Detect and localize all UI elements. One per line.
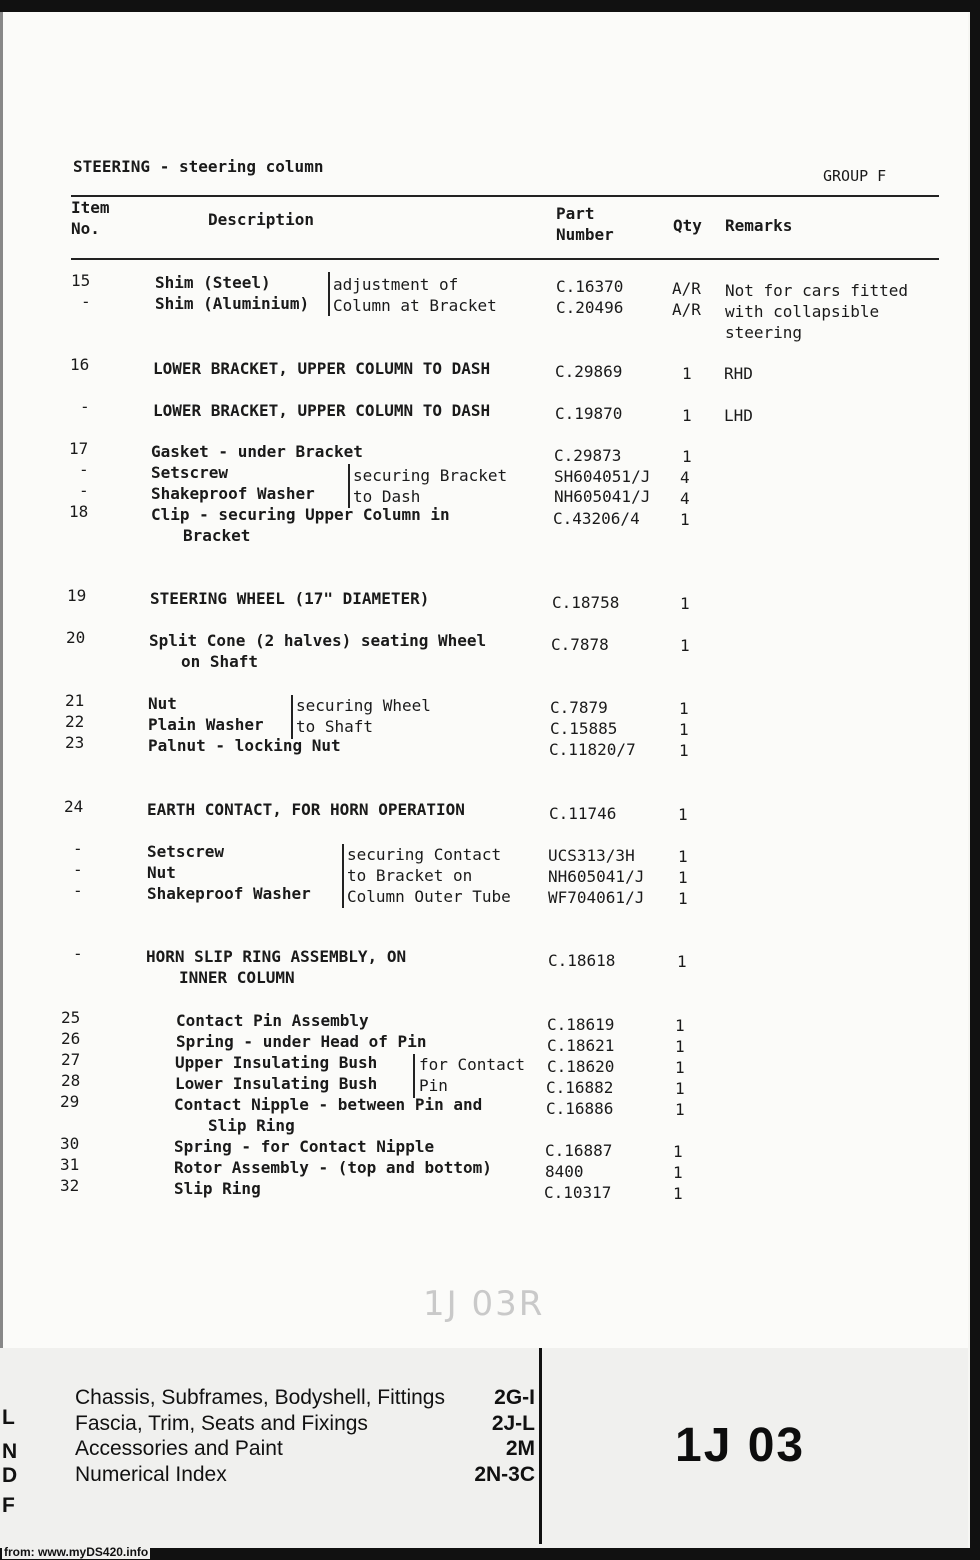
column-header-qty: Qty bbox=[673, 216, 702, 235]
row-description: INNER COLUMN bbox=[179, 968, 295, 987]
row-description: Palnut - locking Nut bbox=[148, 736, 341, 755]
row-item: - bbox=[80, 397, 90, 416]
row-item: 25 bbox=[61, 1008, 81, 1027]
row-qty: 1 bbox=[678, 868, 688, 887]
row-part-number: C.19870 bbox=[555, 404, 623, 423]
row-qty: 1 bbox=[675, 1037, 685, 1056]
row-description: Clip - securing Upper Column in bbox=[151, 505, 450, 524]
row-qty: 1 bbox=[679, 699, 689, 718]
index-label: Accessories and Paint bbox=[75, 1437, 283, 1460]
row-item: 20 bbox=[66, 628, 86, 647]
bracket-line bbox=[291, 695, 293, 739]
margin-letter: N bbox=[2, 1440, 18, 1463]
row-item: 26 bbox=[61, 1029, 81, 1048]
row-note: Column at Bracket bbox=[333, 296, 497, 315]
row-qty: 1 bbox=[673, 1142, 683, 1161]
row-note: to Bracket on bbox=[347, 866, 473, 885]
row-remarks: Not for cars fitted bbox=[725, 281, 909, 300]
row-description: Nut bbox=[148, 694, 177, 713]
row-note: securing Contact bbox=[347, 845, 502, 864]
row-qty: 1 bbox=[680, 594, 690, 613]
row-part-number: C.20496 bbox=[556, 298, 624, 317]
row-description: Upper Insulating Bush bbox=[175, 1053, 378, 1072]
row-part-number: WF704061/J bbox=[548, 888, 645, 907]
row-note: for Contact bbox=[419, 1055, 525, 1074]
margin-letter: L bbox=[2, 1406, 15, 1429]
row-qty: 1 bbox=[679, 720, 689, 739]
row-part-number: C.18620 bbox=[547, 1057, 615, 1076]
row-part-number: C.16370 bbox=[556, 277, 624, 296]
row-description: Plain Washer bbox=[148, 715, 264, 734]
row-item: 15 bbox=[71, 271, 91, 290]
row-part-number: C.16886 bbox=[546, 1099, 614, 1118]
top-border bbox=[0, 0, 980, 12]
row-qty: 1 bbox=[675, 1100, 685, 1119]
row-description: Slip Ring bbox=[208, 1116, 295, 1135]
group-label: GROUP F bbox=[823, 167, 887, 185]
row-item: - bbox=[79, 481, 89, 500]
row-item: 30 bbox=[60, 1134, 80, 1153]
row-item: - bbox=[73, 860, 83, 879]
row-part-number: NH605041/J bbox=[554, 487, 651, 506]
row-description: Rotor Assembly - (top and bottom) bbox=[174, 1158, 492, 1177]
header-rule-bottom bbox=[71, 258, 939, 260]
column-header-item: Item No. bbox=[71, 198, 110, 238]
row-part-number: C.18619 bbox=[547, 1015, 615, 1034]
row-note: Pin bbox=[419, 1076, 448, 1095]
index-label: Numerical Index bbox=[75, 1463, 227, 1486]
row-item: 16 bbox=[70, 355, 90, 374]
row-description: EARTH CONTACT, FOR HORN OPERATION bbox=[147, 800, 465, 819]
row-item: 29 bbox=[60, 1092, 80, 1111]
row-note: Column Outer Tube bbox=[347, 887, 511, 906]
column-header-description: Description bbox=[208, 210, 314, 229]
footer-divider bbox=[539, 1348, 542, 1544]
row-qty: A/R bbox=[672, 279, 701, 298]
row-part-number: C.11746 bbox=[549, 804, 617, 823]
index-label: Fascia, Trim, Seats and Fixings bbox=[75, 1412, 368, 1435]
row-description: Contact Nipple - between Pin and bbox=[174, 1095, 483, 1114]
row-note: to Dash bbox=[353, 487, 421, 506]
row-qty: A/R bbox=[672, 300, 701, 319]
row-qty: 1 bbox=[682, 447, 692, 466]
row-part-number: C.29869 bbox=[555, 362, 623, 381]
row-part-number: SH604051/J bbox=[554, 467, 651, 486]
row-description: Lower Insulating Bush bbox=[175, 1074, 378, 1093]
row-note: adjustment of bbox=[333, 275, 459, 294]
row-part-number: 8400 bbox=[545, 1162, 584, 1181]
row-qty: 1 bbox=[678, 805, 688, 824]
row-description: Setscrew bbox=[151, 463, 229, 482]
row-description: LOWER BRACKET, UPPER COLUMN TO DASH bbox=[153, 401, 491, 420]
row-qty: 1 bbox=[680, 510, 690, 529]
row-remarks: LHD bbox=[724, 406, 753, 425]
row-qty: 1 bbox=[677, 952, 687, 971]
index-code: 2G-I bbox=[494, 1386, 535, 1409]
row-remarks: RHD bbox=[724, 364, 753, 383]
row-part-number: C.11820/7 bbox=[549, 740, 636, 759]
row-item: - bbox=[73, 881, 83, 900]
margin-letter: D bbox=[2, 1464, 18, 1487]
row-part-number: C.18621 bbox=[547, 1036, 615, 1055]
bracket-line bbox=[348, 464, 350, 508]
row-note: to Shaft bbox=[296, 717, 374, 736]
row-part-number: UCS313/3H bbox=[548, 846, 635, 865]
row-description: Shim (Steel) bbox=[155, 273, 271, 292]
row-description: LOWER BRACKET, UPPER COLUMN TO DASH bbox=[153, 359, 491, 378]
row-part-number: C.7879 bbox=[550, 698, 608, 717]
index-code: 2J-L bbox=[491, 1412, 535, 1435]
row-item: 22 bbox=[65, 712, 85, 731]
row-part-number: C.15885 bbox=[550, 719, 618, 738]
row-qty: 1 bbox=[678, 847, 688, 866]
row-item: 24 bbox=[64, 797, 84, 816]
margin-letter: F bbox=[2, 1494, 15, 1517]
row-description: STEERING WHEEL (17" DIAMETER) bbox=[150, 589, 430, 608]
row-description: on Shaft bbox=[181, 652, 259, 671]
row-remarks: with collapsible bbox=[725, 302, 880, 321]
row-part-number: C.18758 bbox=[552, 593, 620, 612]
row-description: Shakeproof Washer bbox=[147, 884, 311, 903]
row-item: - bbox=[73, 839, 83, 858]
row-qty: 1 bbox=[680, 636, 690, 655]
header-rule-top bbox=[71, 195, 939, 197]
row-part-number: C.16882 bbox=[546, 1078, 614, 1097]
row-part-number: C.43206/4 bbox=[553, 509, 640, 528]
row-description: Gasket - under Bracket bbox=[151, 442, 363, 461]
row-description: Shakeproof Washer bbox=[151, 484, 315, 503]
row-description: Contact Pin Assembly bbox=[176, 1011, 369, 1030]
row-description: Nut bbox=[147, 863, 176, 882]
row-part-number: C.10317 bbox=[544, 1183, 612, 1202]
row-item: - bbox=[73, 944, 83, 963]
row-item: 17 bbox=[69, 439, 89, 458]
row-part-number: C.16887 bbox=[545, 1141, 613, 1160]
row-item: 28 bbox=[61, 1071, 81, 1090]
index-code: 2N-3C bbox=[474, 1463, 535, 1486]
row-part-number: NH605041/J bbox=[548, 867, 645, 886]
row-qty: 1 bbox=[673, 1184, 683, 1203]
row-description: Split Cone (2 halves) seating Wheel bbox=[149, 631, 487, 650]
row-item: 21 bbox=[65, 691, 85, 710]
index-label: Chassis, Subframes, Bodyshell, Fittings bbox=[75, 1386, 445, 1409]
row-item: 23 bbox=[65, 733, 85, 752]
row-qty: 1 bbox=[675, 1016, 685, 1035]
row-description: Bracket bbox=[183, 526, 251, 545]
source-credit: from: www.myDS420.info bbox=[4, 1545, 149, 1559]
page-title: STEERING - steering column bbox=[73, 157, 324, 176]
row-item: - bbox=[81, 292, 91, 311]
column-header-part-number: Part Number bbox=[556, 204, 614, 244]
right-border bbox=[970, 0, 980, 1560]
row-part-number: C.18618 bbox=[548, 951, 616, 970]
handwritten-stamp: 1J 03R bbox=[423, 1284, 545, 1324]
row-qty: 4 bbox=[680, 468, 690, 487]
bracket-line bbox=[342, 844, 344, 908]
row-qty: 1 bbox=[679, 741, 689, 760]
row-qty: 1 bbox=[678, 889, 688, 908]
fiche-index-footer bbox=[0, 1348, 968, 1548]
row-item: 32 bbox=[60, 1176, 80, 1195]
index-code: 2M bbox=[505, 1437, 535, 1460]
bracket-line bbox=[413, 1054, 415, 1098]
row-description: HORN SLIP RING ASSEMBLY, ON bbox=[146, 947, 407, 966]
row-item: - bbox=[79, 460, 89, 479]
row-part-number: C.7878 bbox=[551, 635, 609, 654]
row-item: 27 bbox=[61, 1050, 81, 1069]
row-note: securing Bracket bbox=[353, 466, 508, 485]
row-remarks: steering bbox=[725, 323, 803, 342]
bracket-line bbox=[328, 272, 330, 316]
row-qty: 1 bbox=[675, 1079, 685, 1098]
row-description: Spring - for Contact Nipple bbox=[174, 1137, 435, 1156]
row-item: 31 bbox=[60, 1155, 80, 1174]
row-qty: 1 bbox=[682, 406, 692, 425]
row-qty: 1 bbox=[682, 364, 692, 383]
row-description: Slip Ring bbox=[174, 1179, 261, 1198]
row-part-number: C.29873 bbox=[554, 446, 622, 465]
fiche-number: 1J 03 bbox=[675, 1419, 806, 1472]
column-header-remarks: Remarks bbox=[725, 216, 793, 235]
row-item: 18 bbox=[69, 502, 89, 521]
row-description: Setscrew bbox=[147, 842, 225, 861]
row-note: securing Wheel bbox=[296, 696, 431, 715]
parts-list-page bbox=[3, 12, 968, 1547]
row-description: Spring - under Head of Pin bbox=[176, 1032, 427, 1051]
row-description: Shim (Aluminium) bbox=[155, 294, 310, 313]
row-qty: 1 bbox=[673, 1163, 683, 1182]
row-qty: 1 bbox=[675, 1058, 685, 1077]
row-qty: 4 bbox=[680, 489, 690, 508]
row-item: 19 bbox=[67, 586, 87, 605]
